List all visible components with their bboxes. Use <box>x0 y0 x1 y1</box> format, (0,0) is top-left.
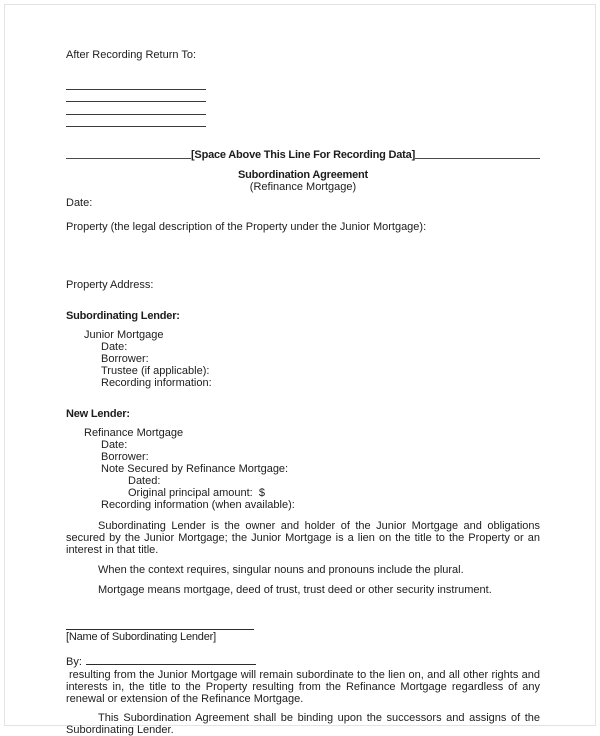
document-content <box>5 5 595 736</box>
note-dated-field: Dated: <box>128 475 540 487</box>
return-to-label: After Recording Return To: <box>66 49 540 61</box>
page-subtitle: (Refinance Mortgage) <box>66 181 540 193</box>
refinance-mortgage-date-field: Date: <box>101 439 540 451</box>
signature-line <box>66 620 254 630</box>
document-page <box>4 4 596 726</box>
subordinating-lender-heading: Subordinating Lender: <box>66 310 540 322</box>
refinance-mortgage-borrower-field: Borrower: <box>101 451 540 463</box>
blank-fill-line <box>66 115 206 128</box>
by-label: By: <box>66 656 82 668</box>
by-row <box>66 656 540 668</box>
recording-data-divider <box>66 147 540 161</box>
junior-mortgage-date-field: Date: <box>101 341 540 353</box>
refinance-recording-field: Recording information (when available): <box>101 499 540 511</box>
note-principal-amount-field: Original principal amount: $ <box>128 487 540 499</box>
blank-fill-line <box>66 102 206 115</box>
page-title: Subordination Agreement <box>66 169 540 181</box>
refinance-mortgage-label: Refinance Mortgage <box>84 427 540 439</box>
closing-paragraph: This Subordination Agreement shall be binding upon the successors and assigns of the Subordinating Lender. <box>66 712 540 736</box>
body-paragraph: Mortgage means mortgage, deed of trust, trust deed or other security instrument. <box>66 584 540 596</box>
property-legal-description-label: Property (the legal description of the Property under the Junior Mortgage): <box>66 221 540 233</box>
signature-name-caption: [Name of Subordinating Lender] <box>66 631 540 643</box>
property-address-label: Property Address: <box>66 279 540 291</box>
body-paragraph: Subordinating Lender is the owner and holder of the Junior Mortgage and obligations secured by the Junior Mortgage; the Junior Mortgage is a lien on the title to the Property or an interest in that title. <box>66 520 540 556</box>
divider-rule-right <box>415 157 540 159</box>
return-to-fill-lines <box>66 77 540 127</box>
body-paragraph: When the context requires, singular nouns and pronouns include the plural. <box>66 564 540 576</box>
new-lender-heading: New Lender: <box>66 408 540 420</box>
junior-mortgage-recording-field: Recording information: <box>101 377 540 389</box>
junior-mortgage-trustee-field: Trustee (if applicable): <box>101 365 540 377</box>
title-block <box>66 169 540 193</box>
junior-mortgage-borrower-field: Borrower: <box>101 353 540 365</box>
divider-rule-left <box>66 157 191 159</box>
blank-fill-line <box>66 77 206 90</box>
note-secured-label: Note Secured by Refinance Mortgage: <box>101 463 540 475</box>
date-label: Date: <box>66 197 540 209</box>
legal-description-blank-space <box>66 233 540 279</box>
recording-data-caption: [Space Above This Line For Recording Data] <box>191 149 415 161</box>
closing-paragraph: resulting from the Junior Mortgage will remain subordinate to the lien on, and all other rights and interests in, the title to the Property resulting from the Refinance Mortgage regardless of any renewal or extension of the Refinance Mortgage. <box>66 669 540 705</box>
junior-mortgage-label: Junior Mortgage <box>84 329 540 341</box>
by-signature-line <box>86 663 256 665</box>
blank-fill-line <box>66 90 206 103</box>
